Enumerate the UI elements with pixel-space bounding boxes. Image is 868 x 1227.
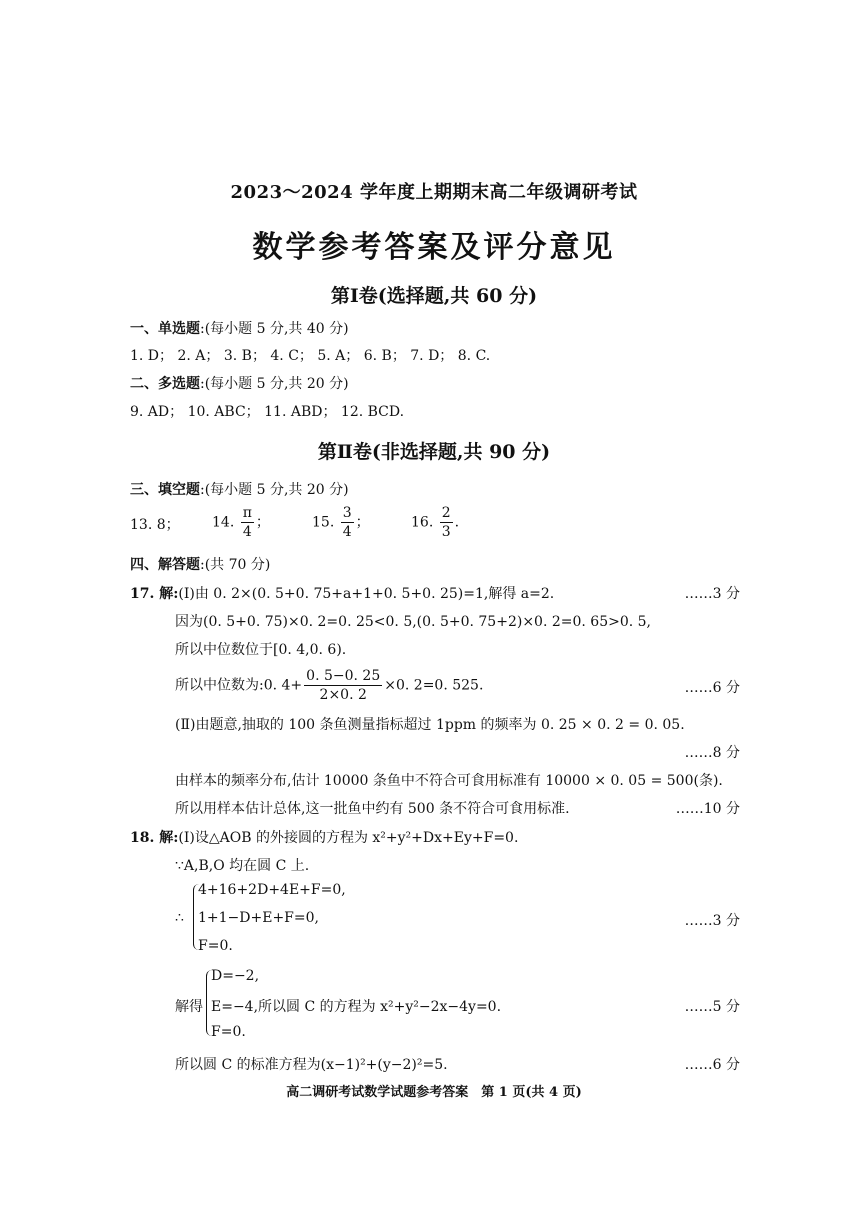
section-note: :(每小题 5 分,共 40 分): [200, 321, 349, 337]
therefore-symbol: ∴: [175, 910, 184, 926]
system-eq-1: 4+16+2D+4E+F=0,: [198, 882, 346, 898]
fraction-denominator: 4: [242, 524, 252, 540]
fill-blank-q15: [312, 504, 370, 541]
score-mark: ……6 分: [684, 680, 740, 696]
section-heading: 四、解答题: [130, 557, 200, 573]
section-note: :(每小题 5 分,共 20 分): [200, 376, 349, 392]
section-heading: 一、单选题: [130, 321, 200, 337]
system-eq-3: F=0.: [198, 938, 233, 954]
section-note: :(每小题 5 分,共 20 分): [200, 482, 349, 498]
step-text: ×0. 2=0. 525.: [384, 677, 484, 694]
question-label: 18. 解:: [130, 830, 179, 846]
fraction-denominator: 4: [342, 524, 352, 540]
q18-line-last: 所以圆 C 的标准方程为(x−1)²+(y−2)²=5.: [175, 1057, 448, 1073]
single-choice-answers: 1. D； 2. A； 3. B； 4. C； 5. A； 6. B； 7. D； 8. C.: [130, 348, 491, 364]
q17-line-3: 所以中位数位于[0. 4,0. 6).: [175, 642, 347, 658]
fraction-numerator: π: [242, 505, 252, 521]
fraction: [241, 504, 254, 541]
multi-choice-header: [130, 373, 349, 393]
section-note: :(共 70 分): [200, 557, 271, 573]
separator: ；: [355, 514, 370, 531]
q18-line-1: [130, 827, 518, 847]
question-label: 17. 解:: [130, 586, 179, 602]
step-text: (Ⅰ)设△AOB 的外接圆的方程为 x²+y²+Dx+Ey+F=0.: [178, 830, 519, 846]
fill-blank-q16: [411, 504, 459, 541]
page-footer: 高二调研考试数学试题参考答案 第 1 页(共 4 页): [286, 1085, 582, 1100]
fraction-denominator: 3: [441, 524, 451, 540]
separator: .: [454, 514, 460, 531]
solve-header: [130, 554, 270, 574]
step-text: (Ⅰ)由 0. 2×(0. 5+0. 75+a+1+0. 5+0. 25)=1,解得 a=2.: [178, 586, 555, 602]
exam-title: 2023～2024 学年度上期期末高二年级调研考试: [230, 182, 638, 203]
document-title: 数学参考答案及评分意见: [252, 230, 616, 265]
system-eq-2: 1+1−D+E+F=0,: [198, 910, 319, 926]
fill-blank-header: [130, 479, 349, 499]
score-mark: ……10 分: [675, 801, 740, 817]
part2-title: 第Ⅱ卷(非选择题,共 90 分): [317, 441, 551, 463]
q17-line-4: [175, 667, 483, 704]
fill-blank-q13: 13. 8；: [130, 517, 180, 533]
solution-eq-2: E=−4,所以圆 C 的方程为 x²+y²−2x−4y=0.: [211, 999, 502, 1015]
score-mark: ……8 分: [684, 745, 740, 761]
score-mark: ……6 分: [684, 1057, 740, 1073]
solution-eq-1: D=−2,: [211, 968, 260, 984]
fill-blank-q14: [212, 504, 270, 541]
q17-line-7: 所以用样本估计总体,这一批鱼中约有 500 条不符合可食用标准.: [175, 801, 570, 817]
section-heading: 二、多选题: [130, 376, 200, 392]
part1-title: 第Ⅰ卷(选择题,共 60 分): [330, 285, 538, 307]
score-mark: ……3 分: [684, 913, 740, 929]
fraction-numerator: 2: [441, 505, 451, 521]
question-number: 16.: [411, 514, 434, 531]
single-choice-header: [130, 318, 349, 338]
fraction: [341, 504, 354, 541]
question-number: 15.: [312, 514, 335, 531]
solution-eq-3: F=0.: [211, 1024, 246, 1040]
separator: ；: [255, 514, 270, 531]
fraction: [440, 504, 453, 541]
q17-line-2: 因为(0. 5+0. 75)×0. 2=0. 25<0. 5,(0. 5+0. 75+2)×0. 2=0. 65>0. 5,: [175, 614, 652, 630]
fraction-numerator: 3: [342, 505, 352, 521]
fraction-numerator: 0. 5−0. 25: [306, 668, 381, 684]
score-mark: ……3 分: [684, 586, 740, 602]
q17-line-1: [130, 583, 554, 603]
question-number: 14.: [212, 514, 235, 531]
fraction: [304, 667, 382, 704]
multi-choice-answers: 9. AD； 10. ABC； 11. ABD； 12. BCD.: [130, 404, 405, 420]
section-heading: 三、填空题: [130, 482, 200, 498]
q18-line-2: ∵A,B,O 均在圆 C 上.: [175, 858, 310, 874]
solve-label: 解得: [175, 999, 203, 1015]
score-mark: ……5 分: [684, 999, 740, 1015]
step-text: 所以中位数为:0. 4+: [175, 677, 303, 694]
fraction-denominator: 2×0. 2: [319, 687, 367, 703]
q17-line-6: 由样本的频率分布,估计 10000 条鱼中不符合可食用标准有 10000 × 0. 05 = 500(条).: [175, 773, 723, 789]
q17-line-5: (Ⅱ)由题意,抽取的 100 条鱼测量指标超过 1ppm 的频率为 0. 25 × 0. 2 = 0. 05.: [175, 717, 685, 733]
